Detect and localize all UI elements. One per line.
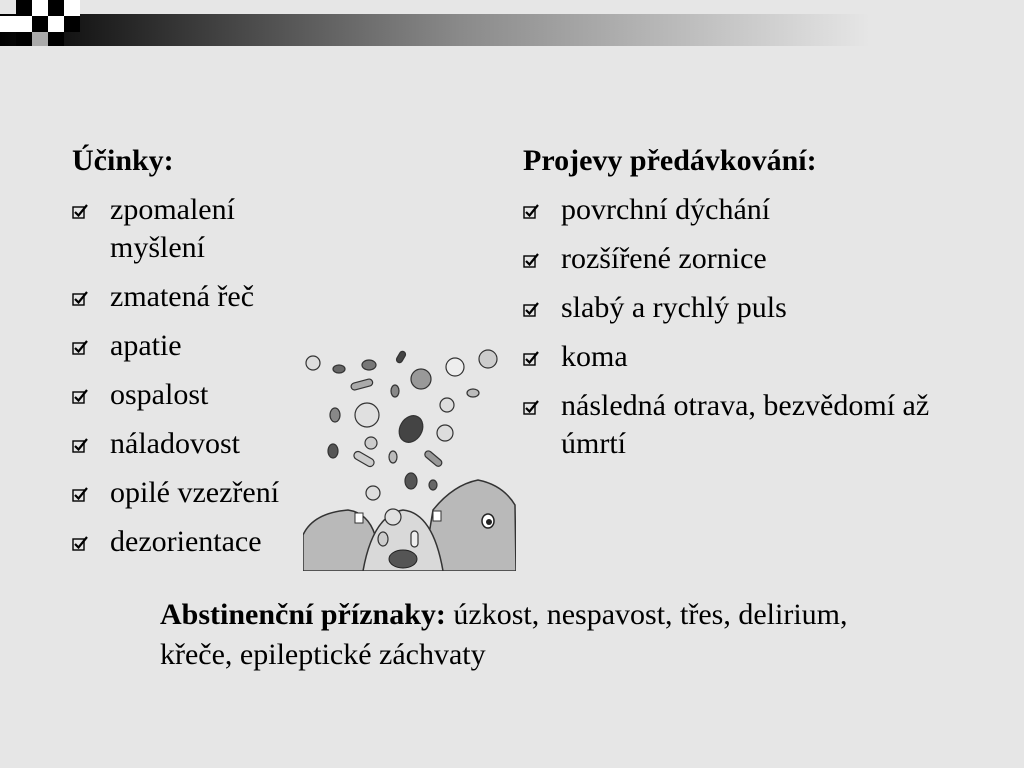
overdose-heading: Projevy předávkování:	[523, 144, 817, 177]
list-item	[72, 278, 332, 316]
withdrawal-label: Abstinenční příznaky:	[160, 598, 446, 631]
pills-into-mouth-illustration	[303, 345, 516, 571]
checkbox-check-icon	[72, 535, 88, 551]
overdose-section	[523, 142, 983, 474]
checkbox-check-icon	[523, 203, 539, 219]
checkbox-check-icon	[523, 350, 539, 366]
checkbox-check-icon	[523, 252, 539, 268]
list-item	[72, 425, 332, 463]
list-item-text: opilé vzezření	[110, 476, 280, 509]
withdrawal-text: úzkost, nespavost, třes, delirium, křeče, epileptické záchvaty	[160, 598, 848, 671]
checkbox-check-icon	[72, 339, 88, 355]
checkbox-check-icon	[523, 301, 539, 317]
list-item-text: zpomalení myšlení	[110, 193, 235, 264]
checkbox-check-icon	[72, 437, 88, 453]
list-item	[72, 376, 332, 414]
list-item	[72, 191, 332, 267]
checkbox-check-icon	[523, 399, 539, 415]
checkbox-check-icon	[72, 203, 88, 219]
list-item-text: zmatená řeč	[110, 280, 255, 313]
list-item	[523, 191, 983, 229]
list-item-text: náladovost	[110, 427, 240, 460]
list-item	[523, 387, 983, 463]
list-item-text: apatie	[110, 329, 182, 362]
list-item-text: koma	[561, 340, 628, 373]
overdose-list	[523, 191, 983, 463]
list-item-text: ospalost	[110, 378, 209, 411]
effects-heading: Účinky:	[72, 144, 174, 177]
checkbox-check-icon	[72, 486, 88, 502]
list-item-text: dezorientace	[110, 525, 262, 558]
list-item	[523, 240, 983, 278]
list-item-text: rozšířené zornice	[561, 242, 767, 275]
list-item-text: slabý a rychlý puls	[561, 291, 787, 324]
list-item-text: následná otrava, bezvědomí až úmrtí	[561, 389, 930, 460]
list-item-text: povrchní dýchání	[561, 193, 771, 226]
list-item	[72, 474, 332, 512]
checkbox-check-icon	[72, 388, 88, 404]
checkbox-check-icon	[72, 290, 88, 306]
effects-list	[72, 191, 332, 561]
list-item	[523, 338, 983, 376]
effects-section	[72, 142, 332, 572]
list-item	[72, 327, 332, 365]
list-item	[523, 289, 983, 327]
withdrawal-paragraph	[160, 595, 860, 675]
header-decoration	[0, 0, 1024, 46]
list-item	[72, 523, 332, 561]
